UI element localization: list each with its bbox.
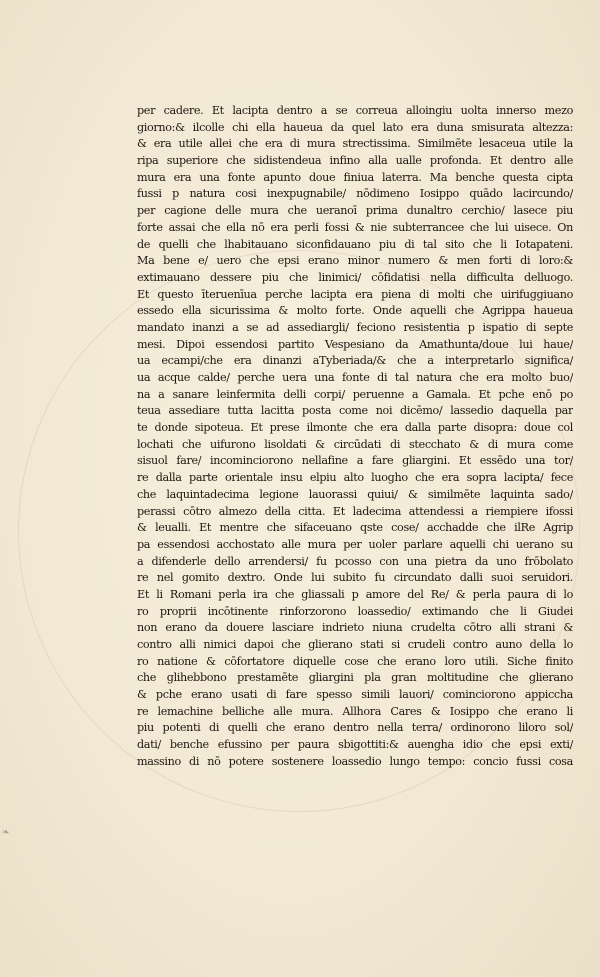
text-line: che laquintadecima legione lauorassi quiui/ & similmēte laquinta sado/ [137,487,573,501]
text-line: mesi. Dipoi essendosi partito Vespesiano da Amathunta/doue lui haue/ [137,337,573,351]
text-line: piu potenti di quelli che erano dentro nella terra/ ordinorono liloro sol/ [137,721,573,735]
text-line: forte assai che ella nō era perli fossi & nie subterrancee che lui uisece. On [137,220,573,234]
text-line: na a sanare leinfermita delli corpi/ peruenne a Gamala. Et pche enō po [137,387,573,401]
text-line: & era utile allei che era di mura strectissima. Similmēte lesaceua utile la [137,137,573,151]
text-line: de quelli che lhabitauano siconfidauano piu di tal sito che li Iotapateni. [137,237,573,251]
text-line: pa essendosi acchostato alle mura per uoler parlare aquelli chi uerano su [137,537,573,551]
text-line: sisuol fare/ incominciorono nellafine a fare gliargini. Et essēdo una tor/ [137,454,573,468]
text-line: & pche erano usati di fare spesso simili lauori/ cominciorono appiccha [137,688,573,702]
text-line: giorno:& ilcolle chi ella haueua da quel lato era duna smisurata altezza: [137,120,573,134]
text-line: per cadere. Et lacipta dentro a se correua alloingiu uolta innerso mezo [137,104,573,117]
text-line: Et questo īteruenīua perche lacipta era piena di molti che uirifuggiuano [137,287,573,301]
text-line: ro proprii incōtinente rinforzorono loassedio/ extimando che li Giudei [137,604,573,618]
text-line: re dalla parte orientale insu elpiu alto luogho che era sopra lacipta/ fece [137,471,573,485]
text-line: dati/ benche efussino per paura sbigottiti:& auengha idio che epsi exti/ [137,738,573,752]
text-line: & leualli. Et mentre che sifaceuano qste cose/ acchadde che ilRe Agrip [137,521,573,535]
text-line: ripa superiore che sidistendeua infino alla ualle profonda. Et dentro alle [137,154,573,168]
text-line: contro alli nimici dapoi che glierano stati si crudeli contro auno della lo [137,638,573,651]
text-line: re lemachine belliche alle mura. Allhora Cares & Iosippo che erano li [137,704,573,718]
text-line: che glihebbono prestamēte gliargini pla gran moltitudine che glierano [137,671,573,685]
text-line: te donde sipoteua. Et prese ilmonte che era dalla parte disopra: doue col [137,421,573,435]
text-line: Ma bene e/ uero che epsi erano minor numero & men forti di loro:& [137,254,573,268]
text-line: fussi p natura cosi inexpugnabile/ nōdimeno Iosippo quādo lacircundo/ [137,187,573,201]
text-line: lochati che uifurono lisoldati & circūdati di stecchato & di mura come [137,437,573,451]
text-line: re nel gomito dextro. Onde lui subito fu circundato dalli suoi seruidori. [137,571,573,585]
text-line: Et li Romani perla ira che gliassali p amore del Re/ & perla paura di lo [137,587,573,601]
text-line: per cagione delle mura che ueranoī prima dunaltro cerchio/ lasece piu [137,204,573,218]
text-line: ua acque calde/ perche uera una fonte di tal natura che era molto buo/ [137,371,573,384]
text-line: mandato inanzi a se ad assediargli/ feciono resistentia p ispatio di septe [137,320,573,334]
text-line: mura era una fonte apunto doue finiua laterra. Ma benche questa cipta [137,170,573,184]
text-line: extimauano dessere piu che linimici/ cōfidatisi nella difficulta delluogo. [137,270,573,284]
text-line: teua assediare tutta lacitta posta come noi dicēmo/ lassedio daquella par [137,404,573,418]
text-line: ua ecampi/che era dinanzi aTyberiada/& che a interpretarlo significa/ [137,354,573,368]
text-line: non erano da douere lasciare indrieto niuna crudelta cōtro alli strani & [137,621,573,635]
margin-mark: ❧ [2,828,10,838]
text-line: essedo ella sicurissima & molto forte. Onde aquelli che Agrippa haueua [137,304,573,318]
text-line: perassi cōtro almezo della citta. Et ladecima attendessi a riempiere ifossi [137,504,573,518]
text-line: a difenderle dello arrendersi/ fu pcosso con una pietra da uno frōbolato [137,554,573,568]
text-block [137,103,573,771]
text-line: ro natione & cōfortatore diquelle cose che erano loro utili. Siche finito [137,654,573,668]
text-line: massino di nō potere sostenere loassedio lungo tempo: concio fussi cosa [137,754,573,768]
